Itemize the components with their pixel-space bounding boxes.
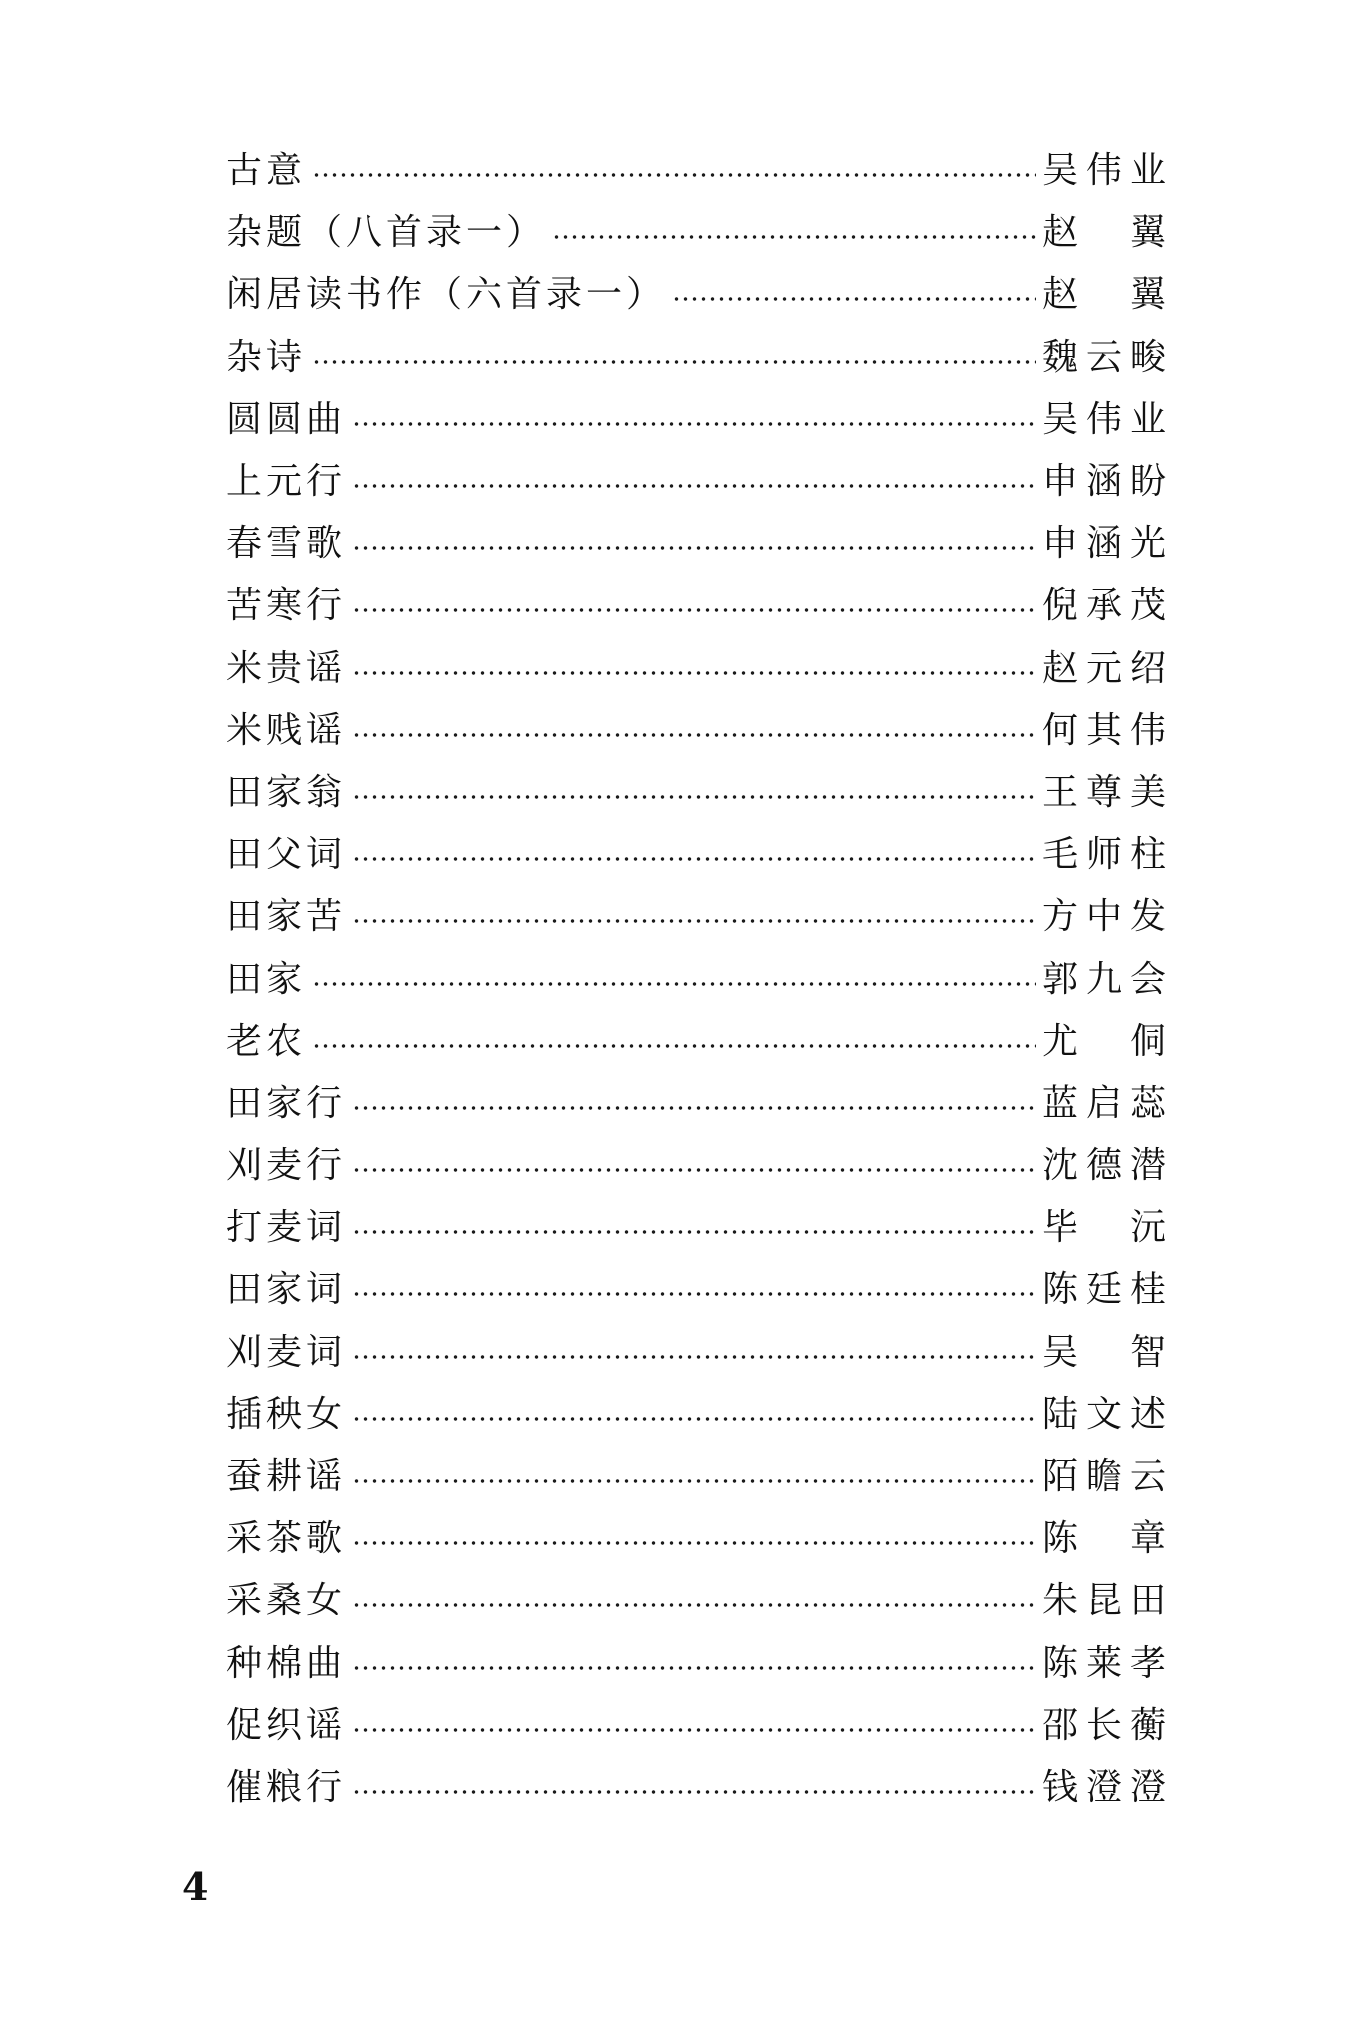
entry-author: 陈 章	[1042, 1518, 1166, 1560]
toc-entry	[226, 1135, 1166, 1197]
dot-leader	[352, 1479, 1036, 1483]
entry-author: 钱澄澄	[1042, 1766, 1166, 1808]
entry-title: 闲居读书作（六首录一）	[226, 274, 667, 316]
toc-entry	[226, 513, 1166, 575]
entry-author: 王尊美	[1042, 771, 1166, 813]
dot-leader	[352, 795, 1036, 799]
entry-title: 田父词	[226, 834, 347, 876]
toc-entry	[226, 451, 1166, 513]
dot-leader	[352, 608, 1036, 612]
entry-author: 陈廷桂	[1042, 1269, 1166, 1311]
entry-author: 申涵盼	[1042, 461, 1166, 503]
page-number: 4	[182, 1864, 209, 1909]
entry-author: 倪承茂	[1042, 585, 1166, 627]
dot-leader	[352, 857, 1036, 861]
dot-leader	[352, 919, 1036, 923]
entry-title: 插秧女	[226, 1393, 347, 1435]
dot-leader	[352, 1230, 1036, 1234]
dot-leader	[352, 1728, 1036, 1732]
toc-entry	[226, 948, 1166, 1010]
entry-title: 促织谣	[226, 1704, 347, 1746]
entry-author: 朱昆田	[1042, 1580, 1166, 1622]
entry-title: 蚕耕谣	[226, 1456, 347, 1498]
entry-author: 邵长蘅	[1042, 1704, 1166, 1746]
entry-title: 杂诗	[226, 336, 307, 378]
toc-entry	[226, 1011, 1166, 1073]
toc-entry	[226, 1757, 1166, 1819]
entry-title: 米贱谣	[226, 709, 347, 751]
dot-leader	[352, 1790, 1036, 1794]
toc-entry	[226, 700, 1166, 762]
table-of-contents	[226, 140, 1166, 1819]
entry-title: 刈麦词	[226, 1331, 347, 1373]
entry-title: 杂题（八首录一）	[226, 212, 547, 254]
entry-title: 刈麦行	[226, 1145, 347, 1187]
dot-leader	[312, 982, 1036, 986]
entry-title: 采茶歌	[226, 1518, 347, 1560]
entry-title: 苦寒行	[226, 585, 347, 627]
toc-entry	[226, 1197, 1166, 1259]
entry-title: 催粮行	[226, 1766, 347, 1808]
entry-author: 郭九会	[1042, 958, 1166, 1000]
entry-author: 尤 侗	[1042, 1020, 1166, 1062]
entry-author: 陈莱孝	[1042, 1642, 1166, 1684]
toc-entry	[226, 762, 1166, 824]
toc-entry	[226, 389, 1166, 451]
toc-entry	[226, 638, 1166, 700]
entry-author: 魏云畯	[1042, 336, 1166, 378]
dot-leader	[352, 1292, 1036, 1296]
dot-leader	[672, 297, 1036, 301]
entry-author: 吴伟业	[1042, 398, 1166, 440]
toc-entry	[226, 1384, 1166, 1446]
dot-leader	[312, 1044, 1036, 1048]
entry-author: 吴 智	[1042, 1331, 1166, 1373]
entry-author: 何其伟	[1042, 709, 1166, 751]
toc-entry	[226, 1633, 1166, 1695]
dot-leader	[352, 1417, 1036, 1421]
toc-entry	[226, 575, 1166, 637]
entry-title: 采桑女	[226, 1580, 347, 1622]
dot-leader	[352, 1541, 1036, 1545]
entry-author: 赵 翼	[1042, 212, 1166, 254]
entry-title: 上元行	[226, 461, 347, 503]
dot-leader	[352, 1355, 1036, 1359]
toc-entry	[226, 886, 1166, 948]
entry-title: 田家行	[226, 1082, 347, 1124]
entry-author: 方中发	[1042, 896, 1166, 938]
entry-author: 沈德潜	[1042, 1145, 1166, 1187]
toc-entry	[226, 1508, 1166, 1570]
toc-entry	[226, 202, 1166, 264]
entry-title: 种棉曲	[226, 1642, 347, 1684]
dot-leader	[352, 546, 1036, 550]
toc-entry	[226, 264, 1166, 326]
entry-author: 陆文述	[1042, 1393, 1166, 1435]
entry-author: 蓝启蕊	[1042, 1082, 1166, 1124]
toc-entry	[226, 1259, 1166, 1321]
entry-author: 毛师柱	[1042, 834, 1166, 876]
entry-author: 申涵光	[1042, 523, 1166, 565]
entry-title: 米贵谣	[226, 647, 347, 689]
dot-leader	[312, 360, 1036, 364]
entry-title: 打麦词	[226, 1207, 347, 1249]
dot-leader	[312, 173, 1036, 177]
entry-title: 古意	[226, 150, 307, 192]
entry-title: 田家	[226, 958, 307, 1000]
entry-title: 田家苦	[226, 896, 347, 938]
entry-title: 田家词	[226, 1269, 347, 1311]
entry-title: 圆圆曲	[226, 398, 347, 440]
dot-leader	[352, 484, 1036, 488]
dot-leader	[352, 733, 1036, 737]
dot-leader	[352, 1603, 1036, 1607]
toc-entry	[226, 1322, 1166, 1384]
dot-leader	[352, 1168, 1036, 1172]
toc-entry	[226, 1073, 1166, 1135]
toc-entry	[226, 1695, 1166, 1757]
entry-title: 春雪歌	[226, 523, 347, 565]
entry-title: 田家翁	[226, 771, 347, 813]
dot-leader	[352, 1666, 1036, 1670]
entry-author: 赵 翼	[1042, 274, 1166, 316]
entry-author: 赵元绍	[1042, 647, 1166, 689]
dot-leader	[352, 422, 1036, 426]
toc-entry	[226, 824, 1166, 886]
entry-title: 老农	[226, 1020, 307, 1062]
dot-leader	[352, 1106, 1036, 1110]
entry-author: 毕 沅	[1042, 1207, 1166, 1249]
toc-entry	[226, 1446, 1166, 1508]
entry-author: 吴伟业	[1042, 150, 1166, 192]
toc-entry	[226, 327, 1166, 389]
dot-leader	[352, 671, 1036, 675]
entry-author: 陌瞻云	[1042, 1456, 1166, 1498]
dot-leader	[552, 235, 1036, 239]
toc-entry	[226, 1570, 1166, 1632]
toc-entry	[226, 140, 1166, 202]
